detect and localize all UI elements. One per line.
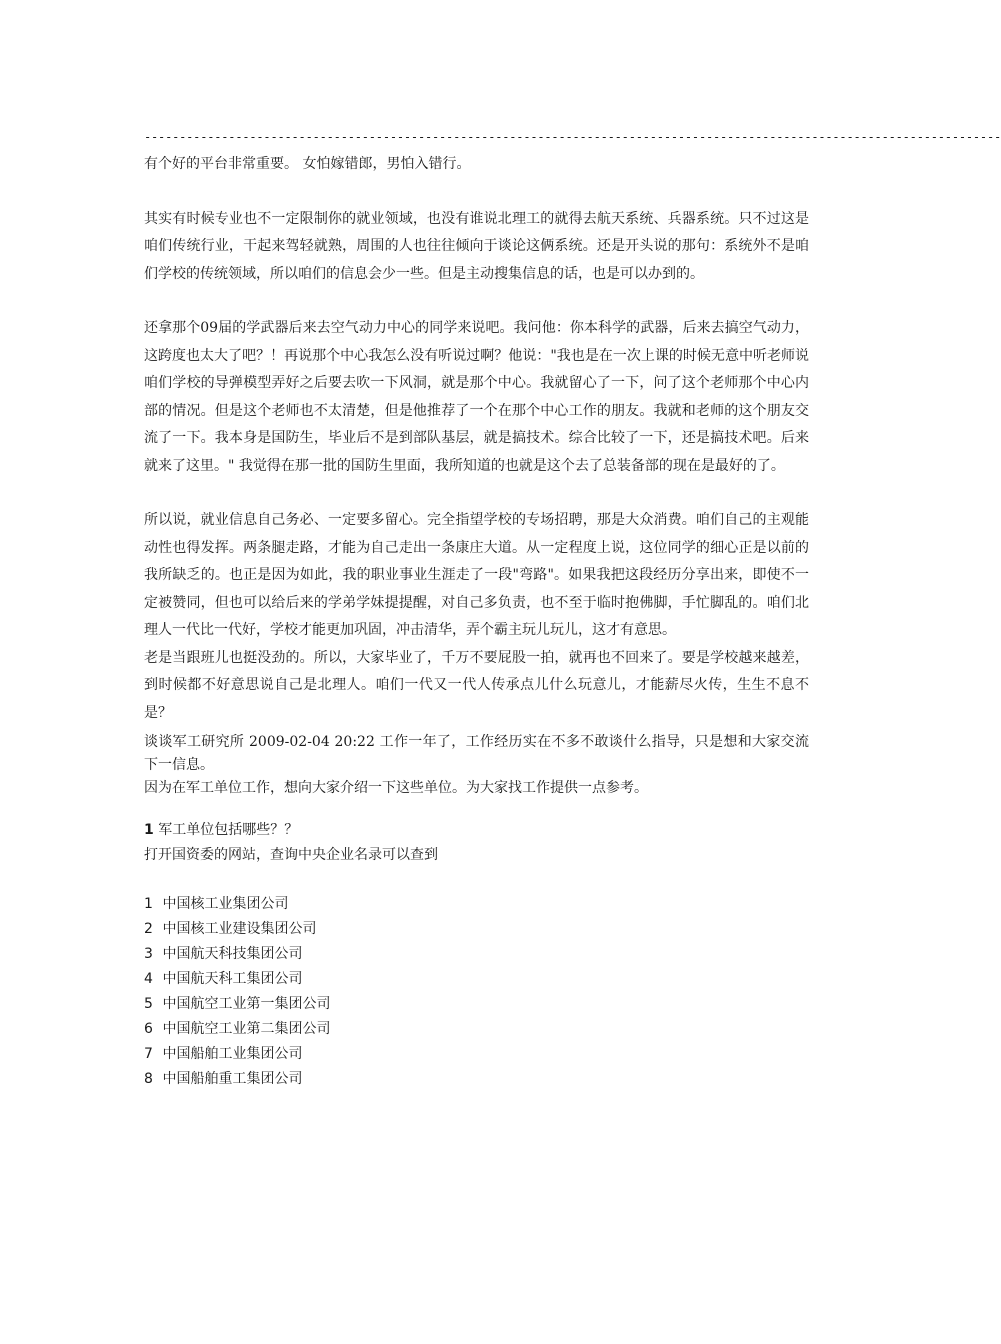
paragraph-intro: 因为在军工单位工作，想向大家介绍一下这些单位。为大家找工作提供一点参考。	[144, 780, 648, 796]
list-item-number: 6	[144, 1021, 153, 1037]
spacer	[144, 179, 809, 206]
spacer	[144, 288, 809, 315]
list-item-number: 1	[144, 896, 153, 912]
list-item-number: 2	[144, 921, 153, 937]
paragraph-platform: 有个好的平台非常重要。 女怕嫁错郎，男怕入错行。	[144, 156, 471, 172]
list-item-text: 中国核工业集团公司	[162, 896, 289, 912]
list-item	[144, 992, 809, 1017]
paragraph-major: 其实有时候专业也不一定限制你的就业领域，也没有谁说北理工的就得去航天系统、兵器系统。只不过这是咱们传统行业，干起来驾轻就熟，周围的人也往往倾向于谈论这俩系统。还是开头说的那句：系统外不是咱们学校的传统领域，所以咱们的信息会少一些。但是主动搜集信息的话，也是可以办到的。	[144, 210, 809, 282]
list-item-text: 中国航空工业第一集团公司	[162, 996, 331, 1012]
spacer	[144, 868, 809, 892]
list-item	[144, 1067, 809, 1092]
enterprise-list	[144, 892, 809, 1092]
paragraph-job-info: 所以说，就业信息自己务必、一定要多留心。完全指望学校的专场招聘，那是大众消费。咱们自己的主观能动性也得发挥。两条腿走路，才能为自己走出一条康庄大道。从一定程度上说，这位同学的细心正是以前的我所缺乏的。也正是因为如此，我的职业事业生涯走了一段"弯路"。如果我把这段经历分享出来，即使不一定被赞同，但也可以给后来的学弟学妹提提醒，对自己多负责，也不至于临时抱佛脚，手忙脚乱的。咱们北理人一代比一代好，学校才能更加巩固，冲击清华，弄个霸主玩儿玩儿，这才有意思。	[144, 512, 809, 638]
paragraph-military-institute: 谈谈军工研究所 2009-02-04 20:22 工作一年了，工作经历实在不多不敢谈什么指导，只是想和大家交流下一信息。	[144, 734, 809, 773]
horizontal-rule: --------------------------------------------------------------------------------------------------------------------------	[144, 130, 1001, 144]
section-heading-text: 军工单位包括哪些？？	[153, 822, 299, 838]
spacer	[144, 800, 809, 818]
list-item-number: 4	[144, 971, 153, 987]
list-item-text: 中国船舶工业集团公司	[162, 1046, 303, 1062]
list-item-text: 中国航空工业第二集团公司	[162, 1021, 331, 1037]
paragraph-classmate: 还拿那个09届的学武器后来去空气动力中心的同学来说吧。我问他：你本科学的武器，后来去搞空气动力，这跨度也太大了吧？！再说那个中心我怎么没有听说过啊？他说："我也是在一次上课的时候无意中听老师说咱们学校的导弹模型弄好之后要去吹一下风洞，就是那个中心。我就留心了一下，问了这个老师那个中心内部的情况。但是这个老师也不太清楚，但是他推荐了一个在那个中心工作的朋友。我就和老师的这个朋友交流了一下。我本身是国防生，毕业后不是到部队基层，就是搞技术。综合比较了一下，还是搞技术吧。后来就来了这里。" 我觉得在那一批的国防生里面，我所知道的也就是这个去了总装备部的现在是最好的了。	[144, 320, 809, 474]
list-item-number: 8	[144, 1071, 153, 1087]
list-item-text: 中国航天科技集团公司	[162, 946, 303, 962]
list-item-number: 7	[144, 1046, 153, 1062]
list-item-text: 中国核工业建设集团公司	[162, 921, 317, 937]
section-heading-number: 1	[144, 822, 154, 838]
document-body	[144, 124, 1001, 1092]
list-item	[144, 917, 809, 942]
list-item	[144, 892, 809, 917]
list-item	[144, 967, 809, 992]
paragraph-sasac: 打开国资委的网站，查询中央企业名录可以查到	[144, 847, 438, 863]
list-item	[144, 1042, 809, 1067]
spacer	[144, 480, 809, 507]
list-item-number: 3	[144, 946, 153, 962]
list-item-number: 5	[144, 996, 153, 1012]
list-item-text: 中国航天科工集团公司	[162, 971, 303, 987]
section-heading	[144, 818, 809, 843]
list-item-text: 中国船舶重工集团公司	[162, 1071, 303, 1087]
paragraph-follower: 老是当跟班儿也挺没劲的。所以，大家毕业了，千万不要屁股一拍，就再也不回来了。要是学校越来越差，到时候都不好意思说自己是北理人。咱们一代又一代人传承点儿什么玩意儿，才能薪尽火传，生生不息不是？	[144, 649, 809, 721]
list-item	[144, 942, 809, 967]
list-item	[144, 1017, 809, 1042]
